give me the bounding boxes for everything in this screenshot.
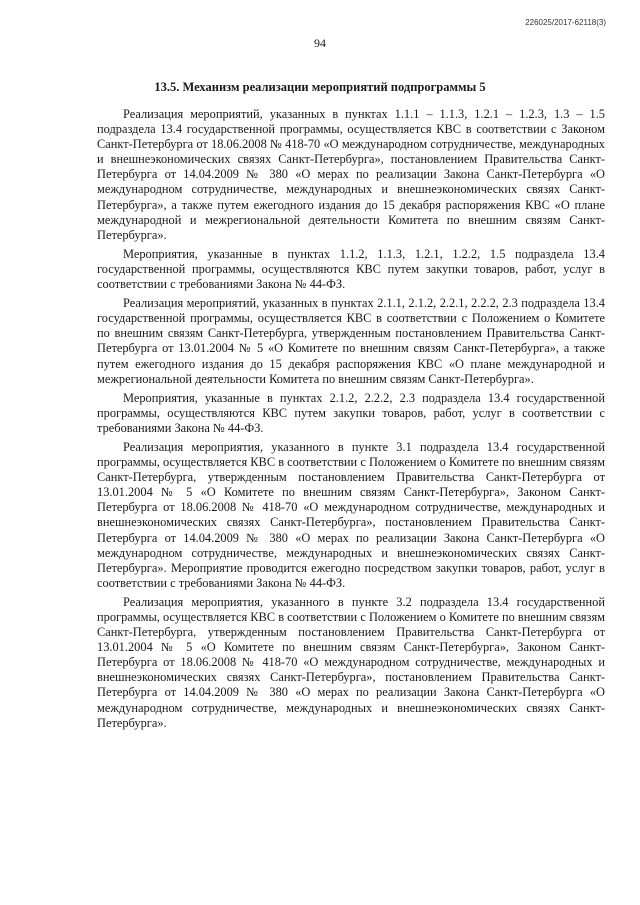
page-number: 94 <box>314 36 326 50</box>
paragraph: Реализация мероприятий, указанных в пунктах 2.1.1, 2.1.2, 2.2.1, 2.2.2, 2.3 подраздела 13.4 государственной программы, осуществляется КВС в соответствии с Положением о Комитете по внешним связям Санкт-Петербурга, утвержденным постановлением Правительства Санкт-Петербурга от 13.01.2004 № 5 «О Комитете по внешним связям Санкт-Петербурга», а также путем ежегодного издания до 15 декабря распоряжения КВС «О плане международной и межрегиональной деятельности Комитета по внешним связям Санкт-Петербурга». <box>97 296 605 386</box>
document-number: 226025/2017-62118(3) <box>525 18 606 27</box>
paragraph: Мероприятия, указанные в пунктах 1.1.2, 1.1.3, 1.2.1, 1.2.2, 1.5 подраздела 13.4 государственной программы, осуществляются КВС путем закупки товаров, работ, услуг в соответствии с требованиями Закона № 44-ФЗ. <box>97 246 605 292</box>
document-body <box>97 107 605 731</box>
paragraph: Реализация мероприятия, указанного в пункте 3.1 подраздела 13.4 государственной программы, осуществляется КВС в соответствии с Положением о Комитете по внешним связям Санкт-Петербурга, утвержденным постановлением Правительства Санкт-Петербурга от 13.01.2004 № 5 «О Комитете по внешним связям Санкт-Петербурга», Законом Санкт-Петербурга от 18.06.2008 № 418-70 «О международном сотрудничестве, международных и внешнеэкономических связях Санкт-Петербурга», постановлением Правительства Санкт-Петербурга от 14.04.2009 № 380 «О мерах по реализации Закона Санкт-Петербурга «О международном сотрудничестве, международных и внешнеэкономических связях Санкт-Петербурга». Мероприятие проводится ежегодно посредством закупки товаров, работ, услуг в соответствии с требованиями Закона № 44-ФЗ. <box>97 439 605 590</box>
paragraph: Реализация мероприятий, указанных в пунктах 1.1.1 – 1.1.3, 1.2.1 – 1.2.3, 1.3 – 1.5 подраздела 13.4 государственной программы, осуществляется КВС в соответствии с Законом Санкт-Петербурга от 18.06.2008 № 418-70 «О международном сотрудничестве, международных и внешнеэкономических связях Санкт-Петербурга», постановлением Правительства Санкт-Петербурга от 14.04.2009 № 380 «О мерах по реализации Закона Санкт-Петербурга «О международном сотрудничестве, международных и внешнеэкономических связях Санкт-Петербурга», а также путем ежегодного издания до 15 декабря распоряжения КВС «О плане международной и межрегиональной деятельности Комитета по внешним связям Санкт-Петербурга». <box>97 107 605 242</box>
section-title: 13.5. Механизм реализации мероприятий подпрограммы 5 <box>154 80 486 94</box>
paragraph: Мероприятия, указанные в пунктах 2.1.2, 2.2.2, 2.3 подраздела 13.4 государственной программы, осуществляются КВС путем закупки товаров, работ, услуг в соответствии с требованиями Закона № 44-ФЗ. <box>97 390 605 435</box>
paragraph: Реализация мероприятия, указанного в пункте 3.2 подраздела 13.4 государственной программы, осуществляется КВС в соответствии с Положением о Комитете по внешним связям Санкт-Петербурга, утвержденным постановлением Правительства Санкт-Петербурга от 13.01.2004 № 5 «О Комитете по внешним связям Санкт-Петербурга», Законом Санкт-Петербурга от 18.06.2008 № 418-70 «О международном сотрудничестве, международных и внешнеэкономических связях Санкт-Петербурга», постановлением Правительства Санкт-Петербурга от 14.04.2009 № 380 «О мерах по реализации Закона Санкт-Петербурга «О международном сотрудничестве, международных и внешнеэкономических связях Санкт-Петербурга». <box>97 594 605 730</box>
